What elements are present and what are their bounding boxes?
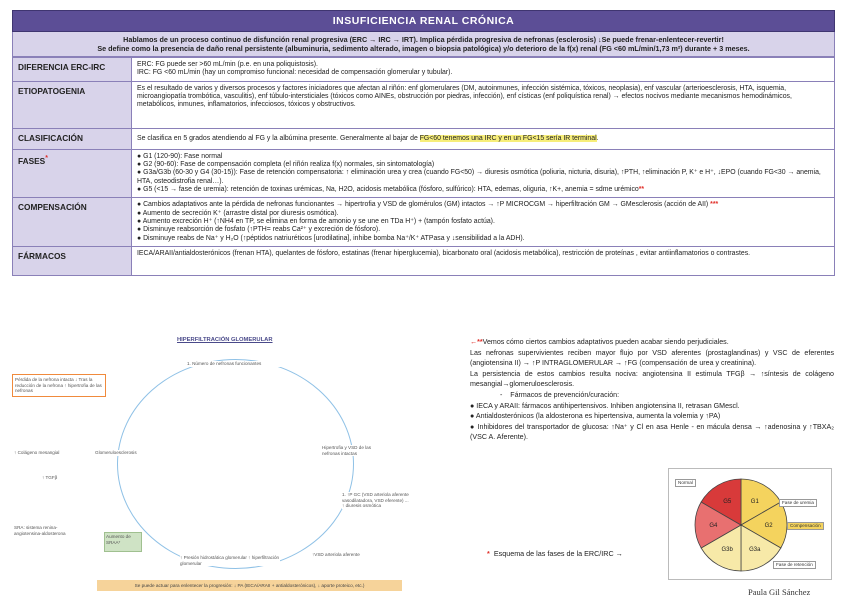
- diagram-title: HIPERFILTRACIÓN GLOMERULAR: [177, 337, 273, 343]
- row-heading: DIFERENCIA ERC-IRC: [13, 58, 132, 82]
- list-item: ● Aumento de secreción K⁺ (arrastre distal por diuresis osmótica).: [137, 210, 829, 218]
- node-tgf: ↑ TGFβ: [42, 475, 68, 481]
- row-heading: [13, 149, 132, 197]
- prevention-heading: - Fármacos de prevención/curación:: [500, 390, 620, 399]
- node-far-left: ↑ Colágeno mesangial: [14, 450, 76, 456]
- summary-sheet: [12, 10, 835, 276]
- node-right: Hipertrofia y VSD de las nefronas intactas: [322, 445, 382, 456]
- row-text: Se clasifica en 5 grados atendiendo al FG y la albúmina presente. Generalmente al bajar de: [137, 134, 420, 142]
- intro-line-2: Se define como la presencia de daño renal persistente (albuminuria, sedimento alterado, imagen o biopsia patológica) y/o deterioro de la f(x) renal (FG <60 mL/min/1,73 m²) durante + 3 meses.: [97, 44, 750, 53]
- list-item: ● Aumento excreción H⁺ (↑NH4 en TP, se elimina en forma de amonio y se une en TDa H⁺) + (tampón fosfato actúa).: [137, 218, 829, 226]
- pie-label-retention: Fase de retención: [773, 561, 816, 569]
- pie-stage-label: G3b: [721, 546, 733, 553]
- cycle-circle: [117, 359, 354, 569]
- intro-text: [12, 32, 835, 57]
- list-item: ● G2 (90-60): Fase de compensación completa (el riñón realiza f(x) normales, sin sintomatología): [137, 161, 829, 169]
- list-item: ● IECA y ARAII: fármacos antihipertensivos. Inhiben angiotensina II, retrasan GMescl.: [470, 401, 740, 410]
- pie-label-normal: Normal: [675, 479, 696, 487]
- explanation-intro: [470, 337, 834, 348]
- node-top: 1. Número de nefronas funcionantes: [187, 361, 297, 367]
- node-bottom: ↑ Presión hidrostática glomerular ↑ hiperfiltración glomerular: [180, 555, 280, 566]
- hyperfiltration-diagram: [12, 337, 417, 595]
- row-content: [132, 198, 835, 246]
- pie-stage-label: G4: [709, 523, 718, 529]
- compensation-list: [137, 201, 829, 242]
- row-heading: COMPENSACIÓN: [13, 198, 132, 246]
- pie-stage-label: G1: [750, 499, 759, 506]
- list-item: ● G1 (120-90): Fase normal: [137, 153, 829, 161]
- row-text: .: [596, 134, 599, 142]
- sraa-box: Aumento de SRAA*: [104, 532, 142, 552]
- table-row: [13, 128, 835, 149]
- footnote-mark: *: [487, 549, 490, 558]
- node-bottom-right: ↑VSD arteriola aferente: [312, 552, 374, 558]
- page-title: INSUFICIENCIA RENAL CRÓNICA: [12, 10, 835, 32]
- node-right-2: 1. ↑P GC (VSD arteriola aferente vasodilatadora, VSD eferente) ... ↑ diuresis osmótica: [342, 492, 412, 509]
- row-heading: FÁRMACOS: [13, 246, 132, 275]
- footnote-mark: *: [45, 154, 48, 162]
- footnote-mark: ←**: [470, 338, 483, 346]
- pie-stage-label: G5: [723, 499, 732, 506]
- row-content: Es el resultado de varios y diversos procesos y factores iniciadores que afectan al riñón: enf glomerulares (DM, autoinmunes, infección sistémica, tóxicos, neoplasia), enf vascular (arterioesclerosis, HTA, isquemia, microangiopatía trombótica, vasculitis), enf túbulo-intersticiales (tóxicos como AINEs, obstrucción por piedras, infección), enf císticas (enf poliquística renal) → efectos nocivos mediante mecanismos hemodinámicos, metabólicos, inmunes, inflamatorios, infecciosos, tóxicos y obstructivos.: [132, 81, 835, 128]
- phases-pie-figure: [668, 468, 832, 580]
- pie-stage-label: G2: [764, 523, 773, 529]
- author-credit: Paula Gil Sánchez: [748, 587, 811, 597]
- sra-box: SRA: sistema renina-angiotensina-aldosterona: [14, 525, 72, 536]
- list-item: ● Antialdosterónicos (la aldosterona es hipertensiva, aumenta la volemia y ↑PA): [470, 412, 721, 421]
- list-item: ● G3a/G3b (60-30 y G4 (30-15)): Fase de retención compensatoria: ↑ eliminación urea y crea (cuando FG<50) → diuresis osmótica (poliuria, nicturia, disuria), ↑PTH, ↑eliminación P, K⁺ e H⁺, ↓EPO (cuando FG<30 → anemia, HTA, osteodistrofia renal…).: [137, 169, 829, 186]
- pie-label-uremia: Fase de uremia: [779, 499, 817, 507]
- pie-label-compensation: Compensación: [787, 522, 824, 530]
- caption-text: Esquema de las fases de la ERC/IRC →: [493, 549, 623, 558]
- row-heading: ETIOPATOGENIA: [13, 81, 132, 128]
- row-content: [132, 149, 835, 197]
- explanation-line: La persistencia de estos cambios resulta nociva: angiotensina II estimula TFGβ → ↑síntesis de colágeno mesangial→glomeruloesclerosis.: [470, 369, 834, 389]
- row-heading: CLASIFICACIÓN: [13, 128, 132, 149]
- row-content: [132, 128, 835, 149]
- table-row: [13, 149, 835, 197]
- footnote-mark: **: [638, 186, 645, 194]
- table-row: [13, 198, 835, 246]
- highlighted-text: FG<60 tenemos una IRC y en un FG<15 sería IR terminal: [419, 134, 597, 142]
- progression-note: Se puede actuar para enlentecer la progresión: ↓ PA (IECA/ARAII + antialdosterónicos), ↓ aporte proteico, etc.): [97, 580, 402, 591]
- nephron-loss-box: Pérdida de la nefrona intacta ↓ Tras la reducción de la nefrona ↑ hipertrofia de las nefronas: [12, 374, 106, 397]
- explanation-line: Vemos cómo ciertos cambios adaptativos pueden acabar siendo perjudiciales.: [482, 338, 729, 346]
- row-content: [132, 58, 835, 82]
- intro-line-1: Hablamos de un proceso continuo de disfunción renal progresiva (ERC → IRC → IRT). Implica pérdida progresiva de nefronas (esclerosis) ↓Se puede frenar-enlentecer-revertir!: [123, 35, 724, 44]
- list-item: ● Cambios adaptativos ante la pérdida de nefronas funcionantes → hipertrofia y VSD de glomérulos (GM) intactos → ↑P MICROCGM → hiperfiltración GM → GMesclerosis (acción de AII) ***: [137, 201, 829, 209]
- list-item: ● Inhibidores del transportador de glucosa: ↑Na⁺ y Cl en asa Henle - en mácula densa → ↑adenosina y ↑TBXA₂ (VSC A. Aferente).: [470, 422, 834, 442]
- table-row: [13, 81, 835, 128]
- pie-stage-label: G3a: [749, 546, 761, 553]
- row-line: ERC: FG puede ser >60 mL/min (p.e. en una poliquistosis).: [137, 61, 318, 68]
- explanation-panel: [470, 337, 834, 443]
- topics-table: [12, 57, 835, 276]
- list-item: ● G5 (<15 → fase de uremia): retención de toxinas urémicas, Na, H2O, acidosis metabólica (fósforo, sulfúrico): HTA, edemas, oliguria, ↑K+, anemia = sdme urémico**: [137, 186, 829, 194]
- table-row: [13, 246, 835, 275]
- node-left: Glomeruloesclerosis: [95, 450, 153, 456]
- row-heading-label: FASES: [18, 155, 46, 166]
- phase-list: [137, 153, 829, 194]
- list-item: ● Disminuye reabs de Na⁺ y H₂O (↑péptidos natriuréticos [urodilatina], inhibe bomba Na⁺/K⁺ ATPasa y ↓sensibilidad a la ADH).: [137, 235, 829, 243]
- explanation-line: Las nefronas supervivientes reciben mayor flujo por VSD aferentes (prostaglandinas) y VSC de eferentes (angiotensina II) → ↑P INTRAGLOMERULAR → ↑FG (compensación de urea y creatinina).: [470, 348, 834, 368]
- footnote-mark: ***: [710, 201, 719, 209]
- row-line: IRC: FG <60 mL/min (hay un compromiso funcional: necesidad de compensación glomerular y tubular).: [137, 69, 453, 77]
- row-content: IECA/ARAII/antialdosterónicos (frenan HTA), quelantes de fósforo, estatinas (frenar hiperglucemia), bicarbonato oral (acidosis metabólica), restricción de proteínas , evitar antiinflamatorios o contrastes.: [132, 246, 835, 275]
- list-item: ● Disminuye reabsorción de fosfato (↑PTH= reabs Ca²⁺ y excreción de fósforo).: [137, 226, 829, 234]
- phases-scheme-caption: [487, 549, 623, 558]
- table-row: [13, 58, 835, 82]
